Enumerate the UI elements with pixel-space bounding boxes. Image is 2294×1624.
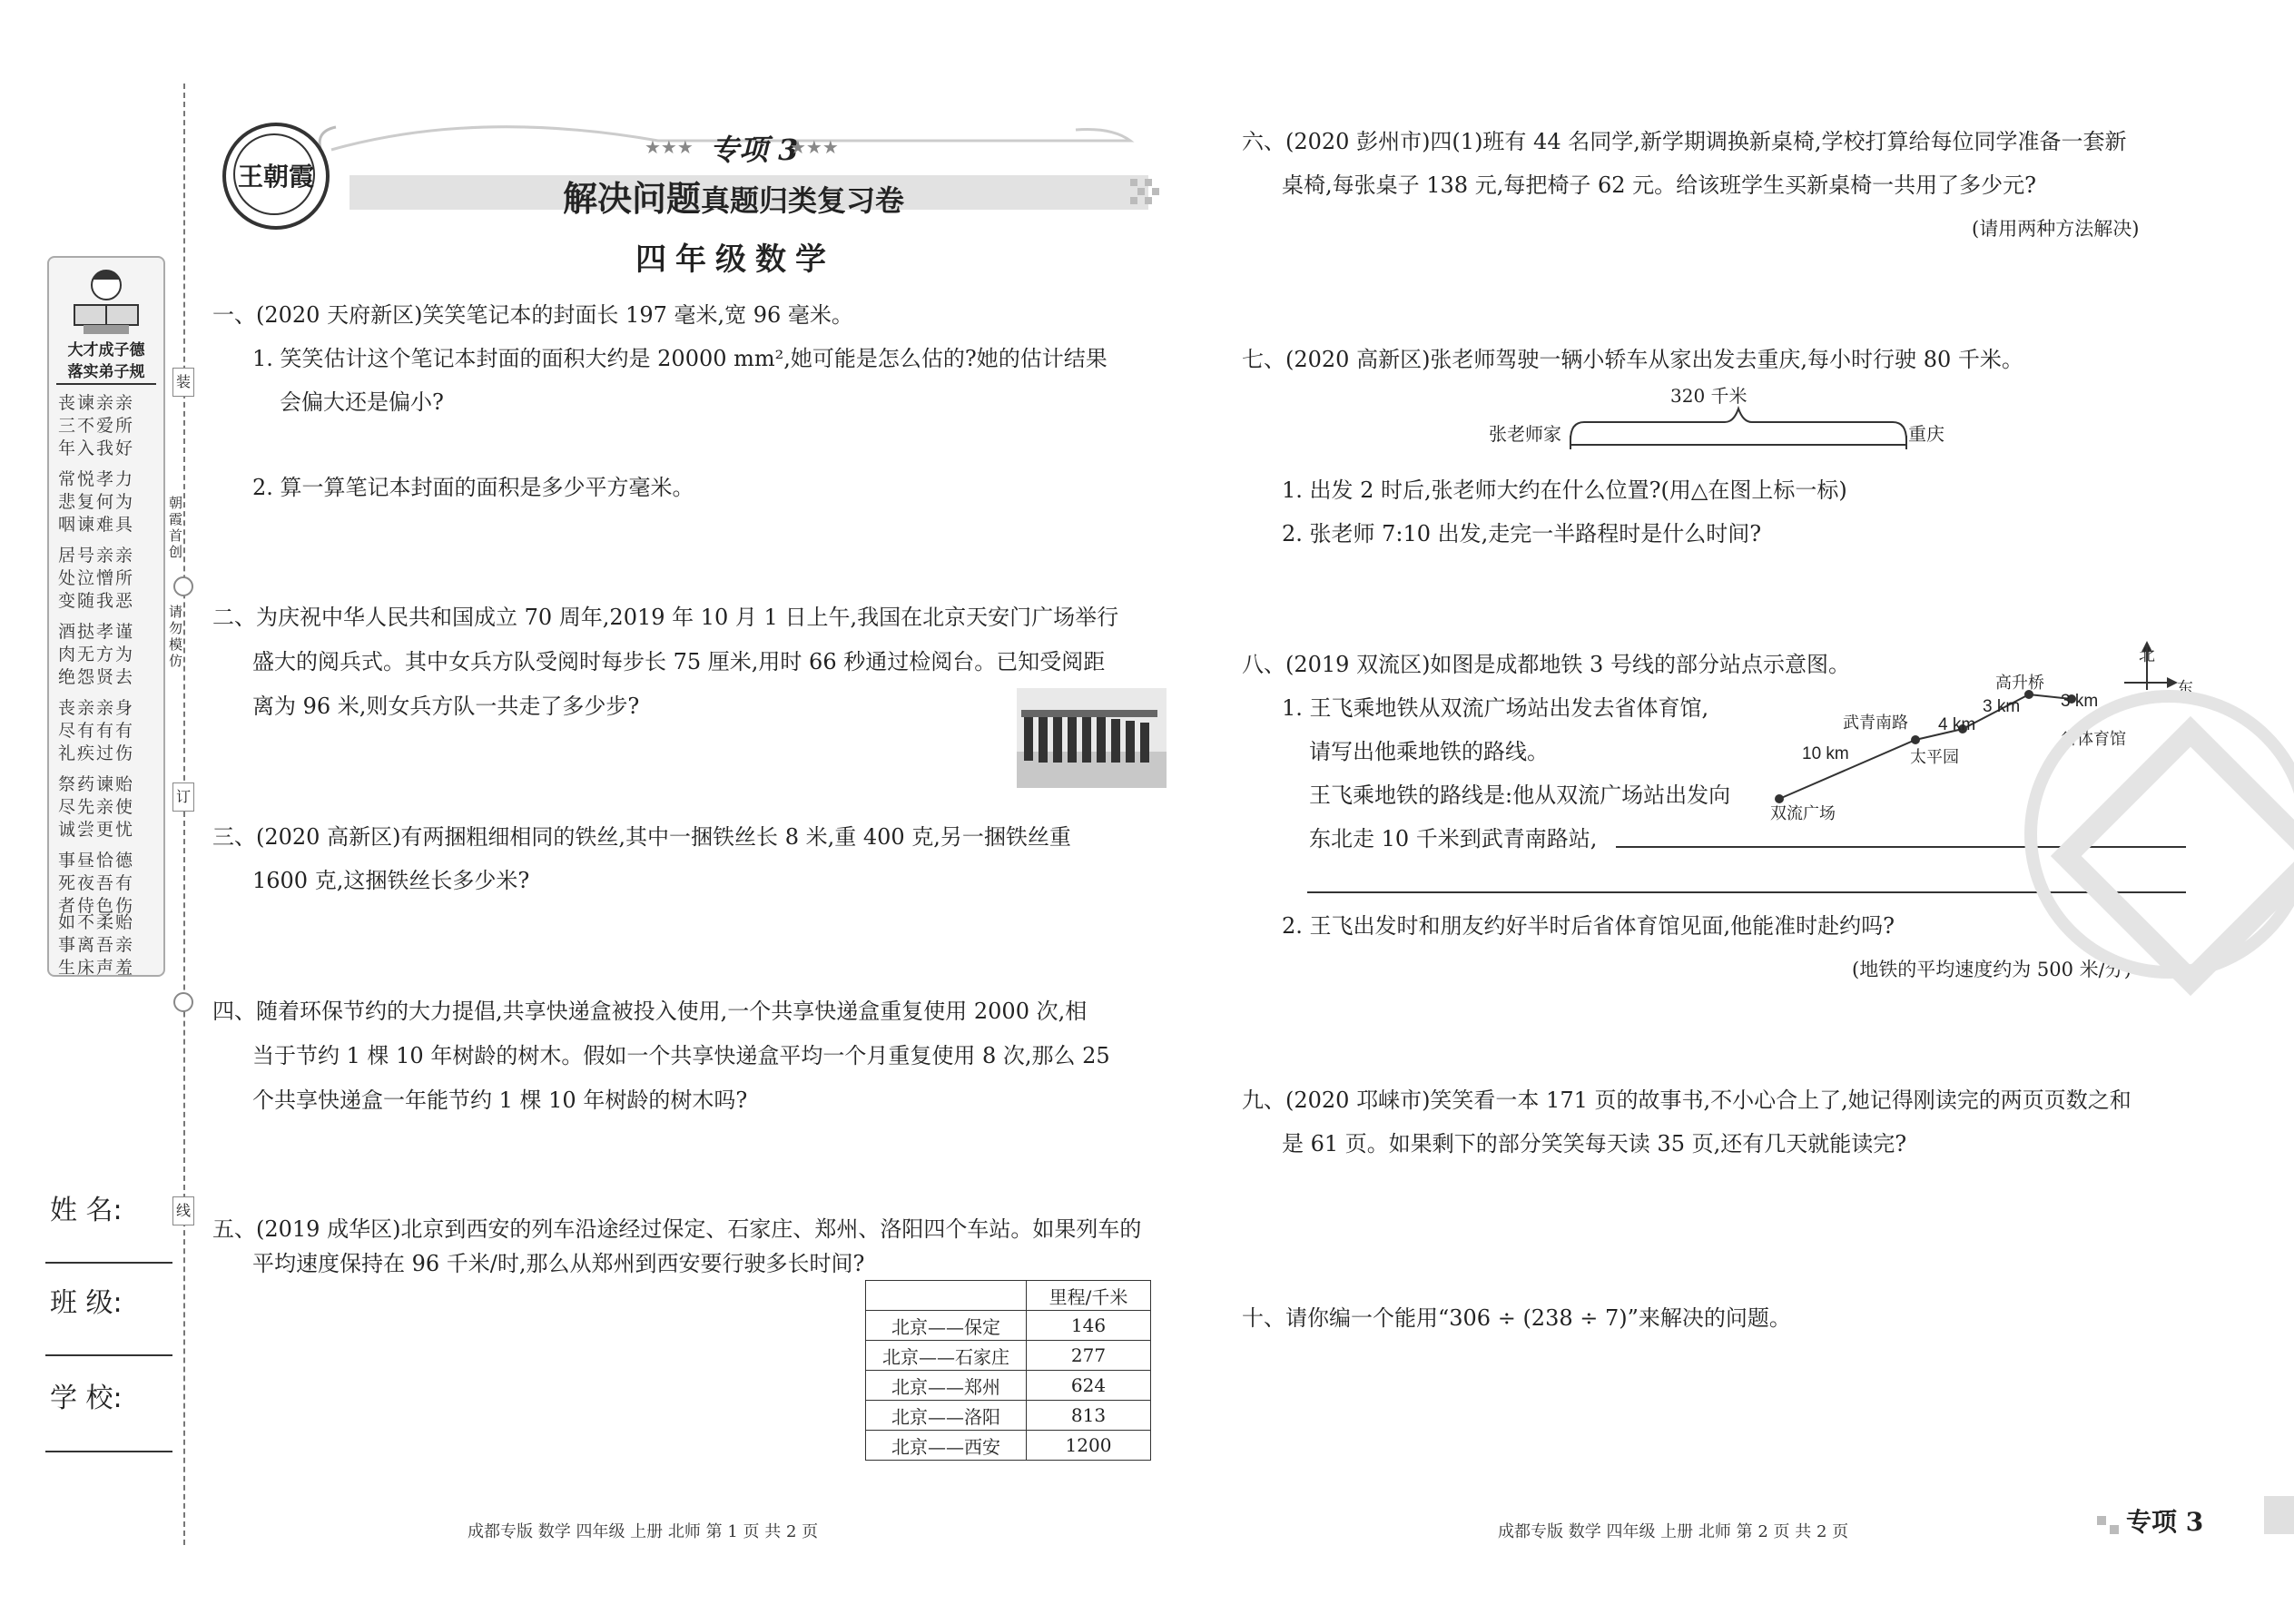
idiom-block: 事昼恰德 死夜吾有 者侍色伤 (58, 851, 135, 916)
q10: 十、请你编一个能用“306 ÷ (238 ÷ 7)”来解决的问题。 (1242, 1305, 1791, 1331)
distance-10km: 10 km (1802, 744, 1849, 763)
station-taipingyuan: 太平园 (1910, 748, 1959, 767)
compass-east: 东 (2177, 679, 2193, 698)
stars-left: ★★★ (645, 136, 694, 158)
name-label: 姓 名: (50, 1195, 123, 1226)
school-label: 学 校: (50, 1383, 123, 1414)
station-tiyuguan: 省体育馆 (2061, 730, 2126, 749)
tag-decor (2110, 1525, 2119, 1534)
footer-left: 成都专版 数学 四年级 上册 北师 第 1 页 共 2 页 (468, 1522, 819, 1541)
logo-text: 王朝霞 (237, 162, 314, 192)
q8-sub1-line4: 东北走 10 千米到武青南路站, (1309, 826, 1598, 851)
station-wuqing: 武青南路 (1843, 714, 1908, 733)
margin-mark-xian: 线 (172, 1196, 194, 1225)
route-cell: 北京——保定 (866, 1311, 1027, 1341)
q1-sub2: 2. 算一算笔记本封面的面积是多少平方毫米。 (252, 475, 694, 500)
q4-line3: 个共享快递盒一年能节约 1 棵 10 年树龄的树木吗? (252, 1088, 748, 1113)
binding-hole-icon (173, 576, 193, 596)
route-distance-label: 320 千米 (1670, 385, 1748, 407)
route-cell: 北京——洛阳 (866, 1401, 1027, 1431)
tag-decor (2097, 1516, 2106, 1525)
stars-right: ★★★ (790, 136, 839, 158)
km-cell: 624 (1027, 1371, 1151, 1401)
q8-stem: 八、(2019 双流区)如图是成都地铁 3 号线的部分站点示意图。 (1242, 652, 1850, 677)
school-field[interactable] (45, 1451, 172, 1452)
compass-north: 北 (2139, 646, 2155, 665)
slogan-line-1: 大才成子德 (67, 341, 145, 359)
q2-line3: 离为 96 米,则女兵方队一共走了多少步? (252, 694, 640, 719)
q7-sub1: 1. 出发 2 时后,张老师大约在什么位置?(用△在图上标一标) (1282, 477, 1847, 503)
binding-hole-icon (173, 992, 193, 1012)
slogan-line-2: 落实弟子规 (56, 361, 156, 385)
km-cell: 813 (1027, 1401, 1151, 1431)
q2-line2: 盛大的阅兵式。其中女兵方队受阅时每步长 75 厘米,用时 66 秒通过检阅台。已知受阅距 (252, 649, 1106, 674)
q8-sub1-line2: 请写出他乘地铁的路线。 (1309, 739, 1549, 764)
class-label: 班 级: (50, 1287, 123, 1319)
distance-3km-b: 3 km (2061, 692, 2099, 711)
tag-decor (2264, 1496, 2294, 1534)
q8-sub1-line3: 王飞乘地铁的路线是:他从双流广场站出发向 (1309, 782, 1731, 808)
route-start-label: 张老师家 (1489, 423, 1561, 445)
margin-mark-zhuang: 装 (172, 368, 194, 397)
q2-line1: 二、为庆祝中华人民共和国成立 70 周年,2019 年 10 月 1 日上午,我国在北京天安门广场举行 (212, 605, 1119, 630)
margin-mark-copyright: 朝霞首创 (169, 495, 183, 560)
station-gaoshengqiao: 高升桥 (1995, 674, 2044, 693)
idiom-block: 常悦孝力 悲复何为 咽谏难具 (58, 469, 135, 535)
q8-sub2: 2. 王飞出发时和朋友约好半时后省体育馆见面,他能准时赴约吗? (1282, 913, 1895, 939)
q8-sub1-line1: 1. 王飞乘地铁从双流广场站出发去省体育馆, (1282, 695, 1709, 721)
q1-sub1-line2: 会偏大还是偏小? (280, 389, 444, 415)
distance-3km-a: 3 km (1983, 697, 2021, 716)
series-tag: 专项 3 (2126, 1507, 2204, 1537)
q3-line2: 1600 克,这捆铁丝长多少米? (252, 868, 530, 893)
idiom-sidebar (47, 256, 165, 977)
idiom-block: 丧谏亲亲 三不爱所 年入我好 (58, 393, 135, 458)
watermark-seal (2024, 690, 2294, 979)
table-row (866, 1431, 1151, 1461)
title-bold: 解决问题 (563, 178, 702, 219)
route-cell: 北京——西安 (866, 1431, 1027, 1461)
table-row (866, 1371, 1151, 1401)
title-rest: 真题归类复习卷 (701, 183, 905, 218)
footer-right: 成都专版 数学 四年级 上册 北师 第 2 页 共 2 页 (1498, 1522, 1849, 1541)
q5-line2: 平均速度保持在 96 千米/时,那么从郑州到西安要行驶多长时间? (252, 1251, 865, 1276)
q3-line1: 三、(2020 高新区)有两捆粗细相同的铁丝,其中一捆铁丝长 8 米,重 400 克,另一捆铁丝重 (212, 824, 1071, 850)
q6-line1: 六、(2020 彭州市)四(1)班有 44 名同学,新学期调换新桌椅,学校打算给每位同学准备一套新 (1242, 129, 2127, 154)
idiom-block: 酒挞孝谨 肉无方为 绝怨贤去 (58, 622, 135, 687)
q7-stem: 七、(2020 高新区)张老师驾驶一辆小轿车从家出发去重庆,每小时行驶 80 千米。 (1242, 347, 2023, 372)
q4-line2: 当于节约 1 棵 10 年树龄的树木。假如一个共享快递盒平均一个月重复使用 8 次,那么 25 (252, 1043, 1110, 1068)
binding-line (183, 84, 185, 1545)
q4-line1: 四、随着环保节约的大力提倡,共享快递盒被投入使用,一个共享快递盒重复使用 2000 次,相 (212, 999, 1088, 1024)
route-cell: 北京——石家庄 (866, 1341, 1027, 1371)
route-brace (1566, 399, 1911, 454)
table-row (866, 1341, 1151, 1371)
grade-subject: 四年级数学 (635, 241, 835, 278)
km-cell: 1200 (1027, 1431, 1151, 1461)
station-shuangliu: 双流广场 (1770, 804, 1836, 823)
margin-mark-ding: 订 (172, 782, 194, 812)
series-label: 专项 3 (710, 133, 799, 167)
q6-note: (请用两种方法解决) (1972, 218, 2140, 240)
q9-line2: 是 61 页。如果剩下的部分笑笑每天读 35 页,还有几天就能读完? (1282, 1131, 1907, 1156)
idiom-block: 如不柔贻 事离吾亲 生床声羞 (58, 912, 135, 978)
q1-stem: 一、(2020 天府新区)笑笑笔记本的封面长 197 毫米,宽 96 毫米。 (212, 302, 853, 328)
idiom-block: 丧亲亲身 尽有有有 礼疾过伤 (58, 698, 135, 763)
q5-line1: 五、(2019 成华区)北京到西安的列车沿途经过保定、石家庄、郑州、洛阳四个车站。如果列车的 (212, 1216, 1142, 1242)
q6-line2: 桌椅,每张桌子 138 元,每把椅子 62 元。给该班学生买新桌椅一共用了多少元? (1282, 172, 2036, 198)
q8-note: (地铁的平均速度约为 500 米/分) (1852, 959, 2132, 980)
idiom-block: 祭药谏贻 尽先亲使 诚尝更忧 (58, 774, 135, 840)
route-end-label: 重庆 (1908, 423, 1944, 445)
class-field[interactable] (45, 1354, 172, 1356)
route-cell: 北京——郑州 (866, 1371, 1027, 1401)
margin-mark-nocopy: 请勿模仿 (169, 604, 183, 669)
name-field[interactable] (45, 1262, 172, 1264)
table-row (866, 1401, 1151, 1431)
table-header-km: 里程/千米 (1027, 1281, 1151, 1311)
q1-sub1-line1: 1. 笑笑估计这个笔记本封面的面积大约是 20000 mm²,她可能是怎么估的?她的估计结果 (252, 346, 1108, 371)
child-reading-icon (49, 258, 163, 344)
distance-4km: 4 km (1938, 715, 1976, 734)
km-cell: 277 (1027, 1341, 1151, 1371)
q9-line1: 九、(2020 邛崃市)笑笑看一本 171 页的故事书,不小心合上了,她记得刚读完的两页页数之和 (1242, 1088, 2132, 1113)
parade-photo (1017, 688, 1167, 788)
logo-seal (222, 123, 330, 230)
idiom-block: 居号亲亲 处泣憎所 变随我恶 (58, 546, 135, 611)
page-title (563, 171, 904, 221)
km-cell: 146 (1027, 1311, 1151, 1341)
table-row (866, 1311, 1151, 1341)
q7-sub2: 2. 张老师 7:10 出发,走完一半路程时是什么时间? (1282, 521, 1762, 546)
mileage-table (865, 1280, 1151, 1461)
